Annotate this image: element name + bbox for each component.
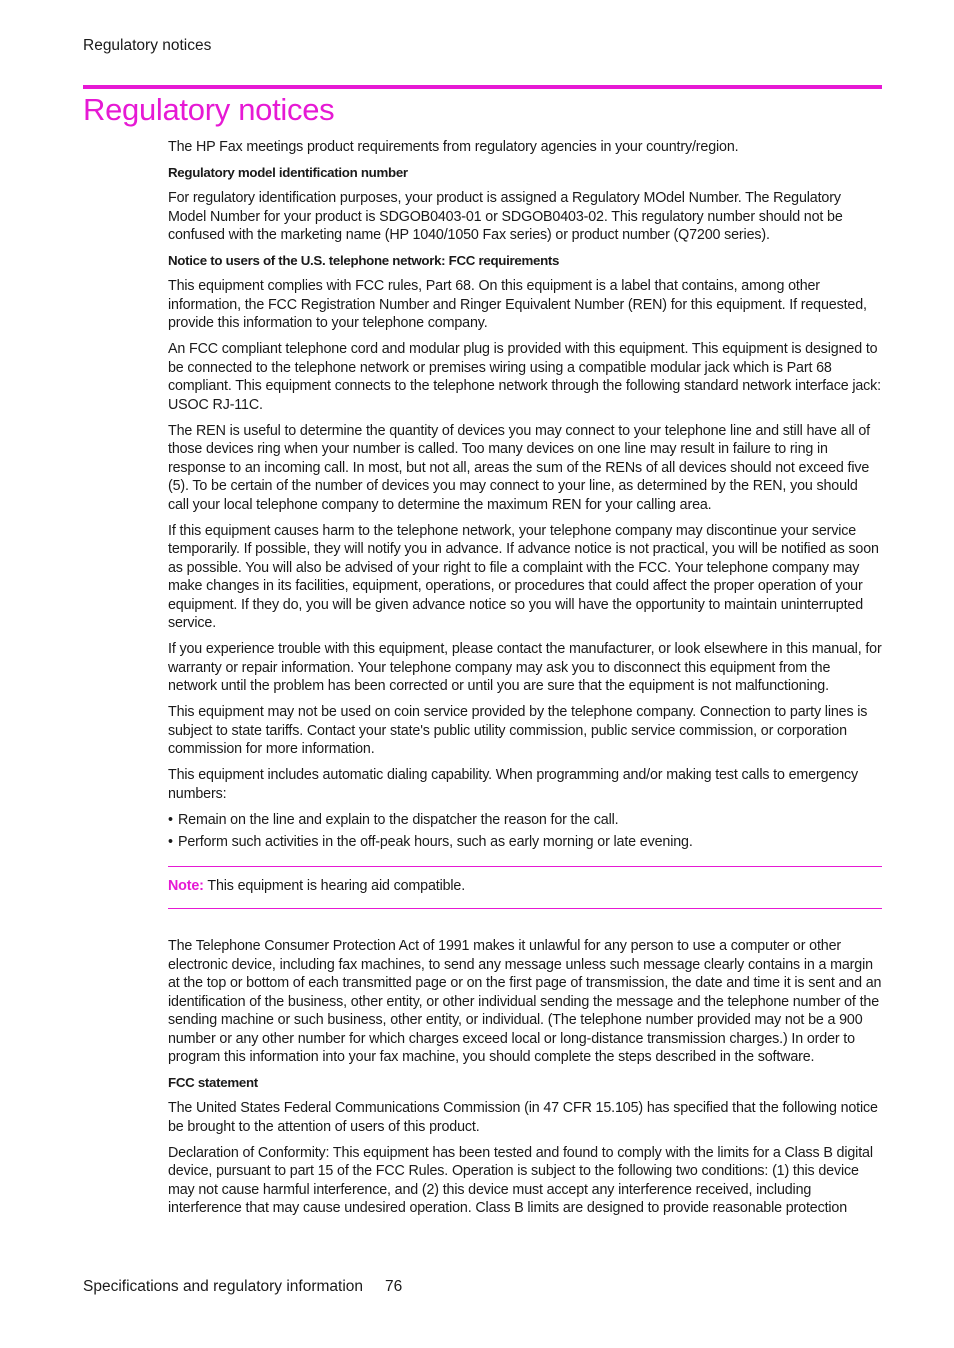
fcc-paragraph: This equipment complies with FCC rules, Part 68. On this equipment is a label that contains, among other information, the FCC Registration Number and Ringer Equivalent Number (REN) for this equipment. If requested, provide this information to your telephone company. bbox=[168, 278, 867, 331]
tcpa-paragraph: The Telephone Consumer Protection Act of 1991 makes it unlawful for any person to use a computer or other electronic device, including fax machines, to send any message unless such message clearly contains in a margin at the top or bottom of each transmitted page or on the first page of transmission, the date and time it is sent and an identification of the business, other entity, or other individual sending the message and the telephone number of the sending machine or such business, other entity, or individual. (The telephone number provided may not be a 900 number or any other number for which charges exceed local or long-distance transmission charges.) In order to program this information into your fax machine, you should complete the steps described in the software. bbox=[168, 938, 882, 1065]
intro-paragraph: The HP Fax meetings product requirements from regulatory agencies in your country/region. bbox=[168, 139, 739, 155]
fcc-statement-paragraph: Declaration of Conformity: This equipment has been tested and found to comply with the limits for a Class B digital device, pursuant to part 15 of the FCC Rules. Operation is subject to the following two conditions: (1) this device may not cause harmful interference, and (2) this device must accept any interference received, including interference that may cause undesired operation. Class B limits are designed to provide reasonable protection bbox=[168, 1144, 873, 1216]
bullet-item bbox=[168, 833, 882, 852]
bullet-item bbox=[168, 811, 882, 830]
model-paragraph: For regulatory identification purposes, your product is assigned a Regulatory MOdel Number. The Regulatory Model Number for your product is SDGOB0403-01 or SDGOB0403-02. This regulatory number should not be confused with the marketing name (HP 1040/1050 Fax series) or product number (Q7200 series). bbox=[168, 190, 843, 243]
section-heading-fcc-network: Notice to users of the U.S. telephone network: FCC requirements bbox=[168, 253, 560, 268]
fcc-paragraph: If you experience trouble with this equipment, please contact the manufacturer, or look elsewhere in this manual, for warranty or repair information. Your telephone company may ask you to disconnect this equipment from the network until the problem has been corrected or until you are sure that the equipment is not malfunctioning. bbox=[168, 641, 882, 694]
footer-chapter: Specifications and regulatory information bbox=[83, 1278, 364, 1295]
fcc-paragraph: An FCC compliant telephone cord and modular plug is provided with this equipment. This equipment is designed to be connected to the telephone network or premises wiring using a compatible modular jack which is Part 68 compliant. This equipment connects to the telephone network through the following standard network interface jack: USOC RJ-11C. bbox=[168, 341, 881, 413]
note-box bbox=[168, 866, 882, 910]
bullet-dot-icon: • bbox=[168, 834, 173, 850]
running-header: Regulatory notices bbox=[83, 37, 212, 54]
fcc-statement-paragraph: The United States Federal Communications Commission (in 47 CFR 15.105) has specified that the following notice be brought to the attention of users of this product. bbox=[168, 1100, 878, 1135]
section-heading-model: Regulatory model identification number bbox=[168, 165, 408, 180]
fcc-paragraph: This equipment may not be used on coin service provided by the telephone company. Connection to party lines is subject to state tariffs. Contact your state's public utility commission, public service commission, or corporation commission for more information. bbox=[168, 704, 868, 757]
fcc-paragraph: This equipment includes automatic dialing capability. When programming and/or making test calls to emergency numbers: bbox=[168, 767, 858, 802]
bullet-text: Remain on the line and explain to the dispatcher the reason for the call. bbox=[178, 811, 619, 828]
title-rule bbox=[83, 85, 882, 89]
note-text: This equipment is hearing aid compatible. bbox=[207, 877, 466, 894]
bullet-dot-icon: • bbox=[168, 811, 173, 828]
note-label: Note: bbox=[168, 877, 204, 894]
running-footer bbox=[83, 1278, 402, 1296]
page-title: Regulatory notices bbox=[83, 92, 335, 127]
fcc-paragraph: If this equipment causes harm to the telephone network, your telephone company may discontinue your service temporarily. If possible, they will notify you in advance. If advance notice is not practical, you will be notified as soon as possible. You will also be advised of your right to file a complaint with the FCC. Your telephone company may make changes in its facilities, equipment, operations, or procedures that could affect the proper operation of your equipment. If they do, you will be given advance notice so you will have the opportunity to maintain uninterrupted service. bbox=[168, 522, 879, 631]
section-heading-fcc-statement: FCC statement bbox=[168, 1075, 258, 1090]
bullet-text: Perform such activities in the off-peak hours, such as early morning or late evening. bbox=[178, 834, 693, 850]
page-number: 76 bbox=[385, 1278, 403, 1295]
body-column bbox=[168, 138, 882, 1225]
fcc-paragraph: The REN is useful to determine the quantity of devices you may connect to your telephone line and still have all of those devices ring when your number is called. Too many devices on one line may result in failure to ring in response to an incoming call. In most, but not all, areas the sum of the RENs of all devices should not exceed five (5). To be certain of the number of devices you may connect to your line, as determined by the REN, you should call your local telephone company to determine the maximum REN for your calling area. bbox=[168, 422, 870, 513]
